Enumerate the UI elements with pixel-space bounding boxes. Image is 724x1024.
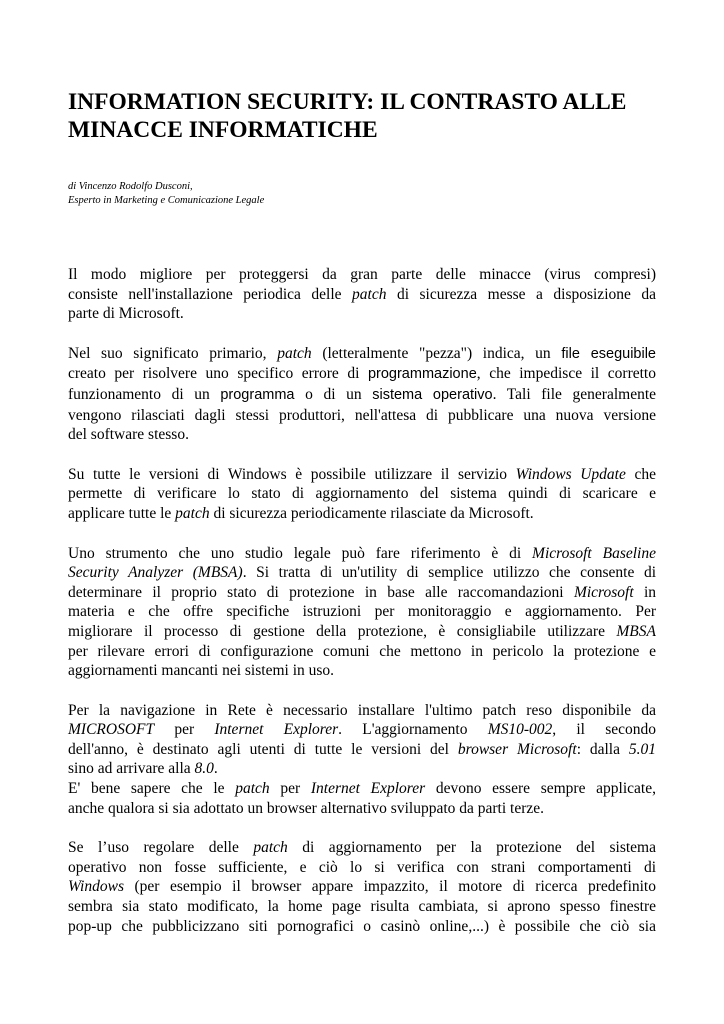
- italic-term: Security Analyzer (MBSA): [68, 564, 243, 582]
- italic-term: MICROSOFT: [68, 721, 155, 739]
- text: determinare il proprio stato di protezione in base alle raccomandazioni: [68, 583, 574, 601]
- text: pop-up che pubblicizzano siti pornografici o casinò online,...) è possibile che ciò sia: [68, 917, 656, 935]
- text: devono essere sempre applicate,: [425, 780, 656, 798]
- link-programmazione[interactable]: programmazione: [367, 366, 477, 383]
- p4-line-3: [68, 583, 656, 603]
- text: in: [633, 583, 657, 601]
- byline: [68, 180, 668, 208]
- p3-line-2: [68, 484, 656, 504]
- p3-line-3: [68, 504, 656, 524]
- text: (letteralmente "pezza") indica, un: [311, 344, 562, 362]
- italic-term: patch: [235, 780, 270, 798]
- text: Per la navigazione in Rete è necessario installare l'ultimo patch reso disponibile da: [68, 701, 656, 719]
- title-line-2: MINACCE INFORMATICHE: [68, 117, 378, 143]
- italic-term: 5.01: [628, 740, 656, 758]
- p2-line-4: [68, 406, 656, 426]
- p5-line-6: [68, 799, 656, 819]
- p5-line-4: [68, 759, 656, 779]
- text: .: [213, 760, 218, 778]
- text: , che impedisce il corretto: [476, 365, 656, 383]
- text: Su tutte le versioni di Windows è possibile utilizzare il servizio: [68, 465, 516, 483]
- text: . Si tratta di un'utility di semplice utilizzo che consente di: [242, 564, 656, 582]
- p4-line-2: [68, 563, 656, 583]
- title-line-1: INFORMATION SECURITY: IL CONTRASTO ALLE: [68, 89, 627, 115]
- paragraph-1: [68, 265, 656, 324]
- p6-line-1: [68, 838, 656, 858]
- text: o di un: [294, 385, 373, 403]
- text: consiste nell'installazione periodica delle: [68, 285, 353, 303]
- p4-line-6: [68, 642, 656, 662]
- p1-line-1: [68, 265, 656, 285]
- text: di aggiornamento per la protezione del sistema: [287, 839, 656, 857]
- italic-term: Microsoft Baseline: [532, 544, 656, 562]
- italic-term: patch: [277, 344, 312, 362]
- p6-line-3: [68, 877, 656, 897]
- paragraph-4: [68, 544, 656, 681]
- p6-line-5: [68, 917, 656, 937]
- italic-term: browser Microsoft: [457, 740, 577, 758]
- text: Se l’uso regolare delle: [68, 839, 254, 857]
- italic-term: Windows Update: [515, 465, 626, 483]
- italic-term: Internet Explorer: [310, 780, 426, 798]
- italic-term: Windows: [68, 878, 124, 896]
- p5-line-1: [68, 701, 656, 721]
- p2-line-2: [68, 364, 656, 385]
- link-file-eseguibile[interactable]: file eseguibile: [561, 345, 656, 362]
- italic-term: Internet Explorer: [214, 721, 339, 739]
- text: migliorare il processo di gestione della protezione, è consigliabile utilizzare: [68, 622, 617, 640]
- link-programma[interactable]: programma: [220, 386, 295, 403]
- text: anche qualora si sia adottato un browser alternativo sviluppato da parti terze.: [68, 799, 545, 817]
- paragraph-5: [68, 701, 656, 819]
- p4-line-7: [68, 661, 656, 681]
- text: permette di verificare lo stato di aggiornamento del sistema quindi di scaricare e: [68, 485, 656, 503]
- text: aggiornamenti mancanti nei sistemi in uso.: [68, 662, 335, 680]
- text: per: [154, 721, 215, 739]
- text: materia e che offre specifiche istruzioni per monitoraggio e aggiornamento. Per: [68, 603, 656, 621]
- p5-line-2: [68, 720, 656, 740]
- text: operativo non fosse sufficiente, e ciò lo si verifica con strani comportamenti di: [68, 858, 656, 876]
- paragraph-2: [68, 344, 656, 445]
- italic-term: MBSA: [616, 622, 656, 640]
- text: parte di Microsoft.: [68, 305, 184, 323]
- italic-term: 8.0: [194, 760, 214, 778]
- p4-line-1: [68, 544, 656, 564]
- italic-term: patch: [175, 504, 210, 522]
- text: applicare tutte le: [68, 504, 176, 522]
- p1-line-3: [68, 304, 656, 324]
- p3-line-1: [68, 465, 656, 485]
- text: Nel suo significato primario,: [68, 344, 278, 362]
- text: . L'aggiornamento: [338, 721, 488, 739]
- text: creato per risolvere uno specifico errore di: [68, 365, 368, 383]
- p4-line-4: [68, 602, 656, 622]
- p5-line-5: [68, 779, 656, 799]
- text: , il secondo: [552, 721, 656, 739]
- p4-line-5: [68, 622, 656, 642]
- italic-term: patch: [253, 839, 288, 857]
- text: (per esempio il browser appare impazzito, il motore di ricerca predefinito: [123, 878, 656, 896]
- text: Il modo migliore per proteggersi da gran parte delle minacce (virus compresi): [68, 266, 656, 283]
- text: dell'anno, è destinato agli utenti di tutte le versioni del: [68, 740, 458, 758]
- p2-line-1: [68, 344, 656, 365]
- text: E' bene sapere che le: [68, 780, 236, 798]
- p2-line-3: [68, 385, 656, 406]
- document-body: [68, 265, 656, 936]
- text: vengono rilasciati dagli stessi produttori, nell'attesa di pubblicare una nuova versione: [68, 406, 656, 424]
- p6-line-2: [68, 858, 656, 878]
- link-sistema-operativo[interactable]: sistema operativo: [372, 386, 493, 403]
- text: del software stesso.: [68, 426, 189, 444]
- text: per rilevare errori di configurazione comuni che mettono in pericolo la protezione e: [68, 642, 656, 660]
- italic-term: Microsoft: [573, 583, 634, 601]
- text: per: [269, 780, 311, 798]
- text: di sicurezza periodicamente rilasciate da Microsoft.: [209, 504, 534, 522]
- p2-line-5: [68, 425, 656, 445]
- text: Uno strumento che uno studio legale può fare riferimento è di: [68, 544, 533, 562]
- text: . Tali file generalmente: [492, 385, 657, 403]
- text: : dalla: [576, 740, 629, 758]
- text: sembra sia stato modificato, la home page risulta cambiata, si aprono spesso finestre: [68, 898, 656, 916]
- italic-term: patch: [352, 285, 387, 303]
- byline-role: Esperto in Marketing e Comunicazione Legale: [68, 195, 265, 206]
- paragraph-6: [68, 838, 656, 936]
- document-title: [68, 88, 668, 144]
- paragraph-3: [68, 465, 656, 524]
- text: sino ad arrivare alla: [68, 760, 195, 778]
- italic-term: MS10-002: [487, 721, 553, 739]
- p5-line-3: [68, 740, 656, 760]
- byline-author: di Vincenzo Rodolfo Dusconi,: [68, 181, 193, 192]
- p1-line-2: [68, 285, 656, 305]
- p6-line-4: [68, 897, 656, 917]
- text: funzionamento di un: [68, 385, 221, 403]
- text: che: [625, 465, 656, 483]
- text: di sicurezza messe a disposizione da: [386, 285, 656, 303]
